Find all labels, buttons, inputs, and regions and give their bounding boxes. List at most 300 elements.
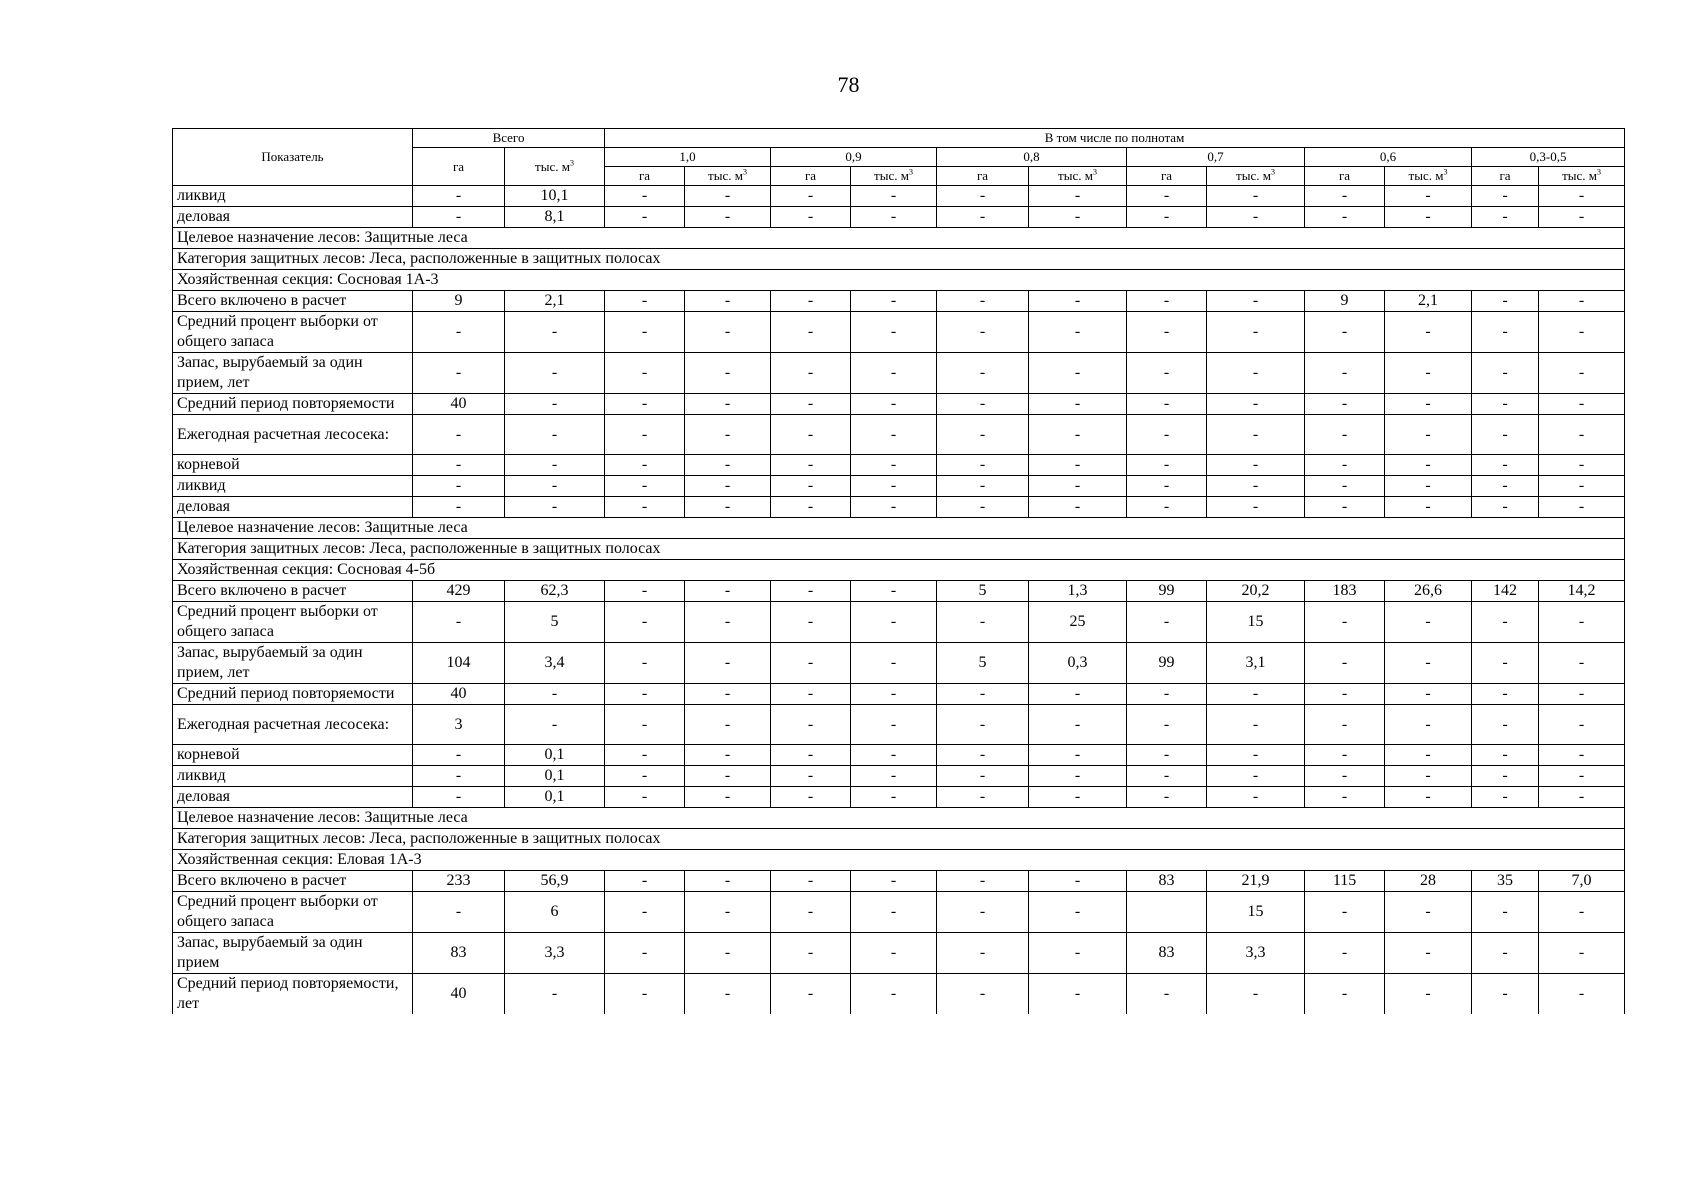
- table-cell: -: [1207, 705, 1305, 745]
- table-cell: -: [771, 974, 851, 1015]
- table-cell: -: [1539, 476, 1625, 497]
- table-cell: -: [1207, 353, 1305, 394]
- header-total-ha: [413, 148, 505, 186]
- table-cell: -: [605, 684, 685, 705]
- table-cell: -: [937, 745, 1029, 766]
- table-cell: -: [1029, 455, 1127, 476]
- table-row: [173, 933, 1625, 974]
- header-density-2-volume: [1029, 167, 1127, 186]
- row-label: корневой: [173, 455, 413, 476]
- table-cell: -: [505, 415, 605, 455]
- table-cell: -: [1305, 933, 1385, 974]
- table-cell: -: [1305, 497, 1385, 518]
- table-row: [173, 312, 1625, 353]
- table-cell: -: [851, 455, 937, 476]
- table-cell: -: [937, 207, 1029, 228]
- table-cell: -: [937, 415, 1029, 455]
- table-cell: -: [505, 705, 605, 745]
- table-cell: -: [1029, 394, 1127, 415]
- table-cell: -: [1385, 476, 1472, 497]
- unit-volume-label: тыс. м: [1408, 168, 1444, 183]
- table-cell: -: [851, 581, 937, 602]
- table-cell: -: [937, 705, 1029, 745]
- table-cell: 7,0: [1539, 871, 1625, 892]
- unit-volume-label: тыс. м: [874, 168, 909, 183]
- table-cell: -: [505, 394, 605, 415]
- row-label: деловая: [173, 207, 413, 228]
- table-cell: 14,2: [1539, 581, 1625, 602]
- page-number: 78: [837, 72, 860, 97]
- section-row: [173, 850, 1625, 871]
- table-cell: -: [1472, 787, 1539, 808]
- table-cell: -: [851, 745, 937, 766]
- table-cell: -: [1385, 684, 1472, 705]
- row-label: Запас, вырубаемый за один прием, лет: [173, 353, 413, 394]
- header-density-3-ha: [1127, 167, 1207, 186]
- table-row: [173, 207, 1625, 228]
- table-cell: -: [771, 186, 851, 207]
- header-density-4-volume: [1385, 167, 1472, 186]
- table-cell: [1127, 892, 1207, 933]
- table-cell: -: [685, 745, 771, 766]
- table-cell: -: [1207, 476, 1305, 497]
- table-cell: -: [1472, 415, 1539, 455]
- section-title: Целевое назначение лесов: Защитные леса: [173, 518, 1625, 539]
- table-cell: -: [1029, 745, 1127, 766]
- table-cell: -: [771, 394, 851, 415]
- table-cell: -: [1472, 186, 1539, 207]
- table-cell: -: [1472, 394, 1539, 415]
- table-cell: -: [1385, 312, 1472, 353]
- table-cell: -: [851, 974, 937, 1015]
- table-cell: -: [1305, 684, 1385, 705]
- table-cell: -: [1029, 892, 1127, 933]
- table-row: [173, 291, 1625, 312]
- table-cell: 26,6: [1385, 581, 1472, 602]
- row-label: Всего включено в расчет: [173, 871, 413, 892]
- table-cell: -: [937, 871, 1029, 892]
- table-row: [173, 643, 1625, 684]
- table-cell: -: [771, 871, 851, 892]
- table-cell: -: [605, 745, 685, 766]
- table-cell: -: [1207, 684, 1305, 705]
- table-row: [173, 892, 1625, 933]
- table-cell: -: [1207, 455, 1305, 476]
- table-cell: -: [851, 476, 937, 497]
- table-cell: 0,1: [505, 766, 605, 787]
- table-cell: -: [851, 312, 937, 353]
- table-cell: -: [1385, 415, 1472, 455]
- table-cell: 429: [413, 581, 505, 602]
- table-cell: -: [937, 186, 1029, 207]
- table-cell: -: [685, 476, 771, 497]
- table-cell: -: [1127, 476, 1207, 497]
- table-cell: -: [1127, 291, 1207, 312]
- table-cell: 99: [1127, 581, 1207, 602]
- table-cell: 0,1: [505, 787, 605, 808]
- table-cell: 0,3: [1029, 643, 1127, 684]
- table-row: [173, 186, 1625, 207]
- table-cell: -: [605, 353, 685, 394]
- table-cell: -: [937, 892, 1029, 933]
- table-cell: -: [1127, 353, 1207, 394]
- table-cell: -: [1305, 353, 1385, 394]
- table-cell: -: [1539, 353, 1625, 394]
- table-cell: -: [1207, 186, 1305, 207]
- table-cell: -: [505, 684, 605, 705]
- table-cell: -: [1539, 705, 1625, 745]
- table-cell: -: [1472, 476, 1539, 497]
- table-cell: -: [851, 497, 937, 518]
- table-cell: -: [1029, 312, 1127, 353]
- table-cell: -: [605, 476, 685, 497]
- table-cell: -: [1207, 745, 1305, 766]
- table-cell: -: [413, 787, 505, 808]
- table-row: [173, 415, 1625, 455]
- section-title: Категория защитных лесов: Леса, расположенные в защитных полосах: [173, 539, 1625, 560]
- table-cell: -: [1385, 892, 1472, 933]
- table-cell: -: [413, 745, 505, 766]
- table-cell: -: [685, 602, 771, 643]
- row-label: деловая: [173, 787, 413, 808]
- table-cell: 3,3: [505, 933, 605, 974]
- table-cell: -: [685, 394, 771, 415]
- header-density-0-ha: [605, 167, 685, 186]
- table-cell: -: [1385, 353, 1472, 394]
- table-cell: -: [413, 186, 505, 207]
- table-cell: 56,9: [505, 871, 605, 892]
- section-title: Категория защитных лесов: Леса, расположенные в защитных полосах: [173, 829, 1625, 850]
- table-cell: -: [771, 497, 851, 518]
- section-row: [173, 270, 1625, 291]
- table-cell: -: [1127, 745, 1207, 766]
- table-cell: -: [851, 871, 937, 892]
- table-cell: -: [605, 497, 685, 518]
- table-cell: -: [685, 705, 771, 745]
- table-cell: -: [605, 207, 685, 228]
- unit-volume-exponent: 3: [1597, 167, 1601, 177]
- section-title: Категория защитных лесов: Леса, расположенные в защитных полосах: [173, 249, 1625, 270]
- table-cell: -: [1127, 766, 1207, 787]
- table-cell: -: [685, 871, 771, 892]
- table-cell: -: [1305, 745, 1385, 766]
- table-cell: -: [771, 455, 851, 476]
- unit-volume-exponent: 3: [1270, 167, 1275, 177]
- table-row: [173, 455, 1625, 476]
- unit-ha-label: га: [976, 168, 989, 183]
- table-cell: -: [1029, 476, 1127, 497]
- table-cell: -: [1305, 476, 1385, 497]
- row-label: Запас, вырубаемый за один прием: [173, 933, 413, 974]
- row-label: Запас, вырубаемый за один прием, лет: [173, 643, 413, 684]
- table-cell: -: [1029, 787, 1127, 808]
- unit-ha-label: га: [452, 158, 465, 174]
- unit-volume-label: тыс. м: [1058, 168, 1093, 183]
- header-indicator: Показатель: [173, 129, 413, 186]
- table-cell: -: [771, 766, 851, 787]
- table-cell: 40: [413, 974, 505, 1015]
- table-cell: -: [685, 787, 771, 808]
- section-row: [173, 829, 1625, 850]
- table-cell: -: [1029, 871, 1127, 892]
- table-cell: -: [851, 602, 937, 643]
- section-row: [173, 518, 1625, 539]
- header-density-1-volume: [851, 167, 937, 186]
- table-cell: -: [505, 312, 605, 353]
- unit-ha-label: га: [1160, 168, 1173, 183]
- table-cell: 3: [413, 705, 505, 745]
- table-cell: -: [1127, 602, 1207, 643]
- table-cell: -: [851, 787, 937, 808]
- table-header: [173, 129, 1625, 186]
- table-cell: -: [685, 892, 771, 933]
- table-cell: -: [771, 415, 851, 455]
- table-cell: -: [1539, 186, 1625, 207]
- table-cell: -: [505, 455, 605, 476]
- table-cell: 3,3: [1207, 933, 1305, 974]
- table-cell: 10,1: [505, 186, 605, 207]
- table-cell: -: [1385, 207, 1472, 228]
- table-cell: -: [1385, 933, 1472, 974]
- table-cell: -: [605, 394, 685, 415]
- forest-stats-table: [172, 128, 1625, 1014]
- table-cell: 115: [1305, 871, 1385, 892]
- table-cell: -: [685, 186, 771, 207]
- table-cell: -: [851, 643, 937, 684]
- table-cell: -: [1472, 892, 1539, 933]
- table-row: [173, 353, 1625, 394]
- table-cell: -: [1539, 455, 1625, 476]
- section-row: [173, 228, 1625, 249]
- table-cell: -: [937, 312, 1029, 353]
- table-cell: 1,3: [1029, 581, 1127, 602]
- table-cell: -: [685, 207, 771, 228]
- table-cell: 142: [1472, 581, 1539, 602]
- table-cell: -: [1029, 497, 1127, 518]
- table-cell: -: [1472, 745, 1539, 766]
- header-density-0: 1,0: [605, 148, 771, 167]
- table-cell: -: [851, 207, 937, 228]
- table-cell: -: [1127, 394, 1207, 415]
- table-row: [173, 581, 1625, 602]
- table-cell: -: [413, 312, 505, 353]
- row-label: Ежегодная расчетная лесосека:: [173, 705, 413, 745]
- table-cell: 15: [1207, 892, 1305, 933]
- table-cell: -: [1207, 787, 1305, 808]
- table-cell: -: [771, 291, 851, 312]
- table-cell: -: [937, 476, 1029, 497]
- row-label: Средний процент выборки от общего запаса: [173, 602, 413, 643]
- table-cell: -: [1029, 933, 1127, 974]
- table-cell: -: [1472, 602, 1539, 643]
- unit-volume-label: тыс. м: [1236, 168, 1271, 183]
- section-title: Хозяйственная секция: Еловая 1А-3: [173, 850, 1625, 871]
- table-row: [173, 684, 1625, 705]
- table-cell: -: [771, 745, 851, 766]
- table-cell: -: [937, 602, 1029, 643]
- table-row: [173, 602, 1625, 643]
- table-cell: -: [771, 643, 851, 684]
- table-cell: -: [1207, 415, 1305, 455]
- table-cell: -: [1127, 497, 1207, 518]
- row-label: ликвид: [173, 186, 413, 207]
- table-cell: 0,1: [505, 745, 605, 766]
- unit-ha-label: га: [638, 168, 651, 183]
- table-cell: -: [605, 455, 685, 476]
- table-cell: 35: [1472, 871, 1539, 892]
- table-cell: 62,3: [505, 581, 605, 602]
- row-label: Средний процент выборки от общего запаса: [173, 312, 413, 353]
- row-label: ликвид: [173, 766, 413, 787]
- table-cell: -: [1127, 455, 1207, 476]
- unit-ha-label: га: [1338, 168, 1351, 183]
- table-cell: -: [1385, 787, 1472, 808]
- table-cell: -: [1029, 684, 1127, 705]
- table-cell: -: [937, 787, 1029, 808]
- table-cell: 83: [1127, 933, 1207, 974]
- row-label: деловая: [173, 497, 413, 518]
- table-cell: 233: [413, 871, 505, 892]
- table-cell: -: [1472, 684, 1539, 705]
- table-cell: -: [413, 207, 505, 228]
- row-label: Всего включено в расчет: [173, 291, 413, 312]
- table-cell: -: [771, 602, 851, 643]
- table-cell: -: [1385, 745, 1472, 766]
- table-cell: -: [1539, 207, 1625, 228]
- table-cell: -: [1305, 415, 1385, 455]
- table-cell: -: [1472, 353, 1539, 394]
- unit-ha-label: га: [804, 168, 817, 183]
- table-cell: -: [505, 497, 605, 518]
- table-cell: -: [1472, 933, 1539, 974]
- table-cell: -: [771, 892, 851, 933]
- table-cell: -: [1207, 207, 1305, 228]
- table-cell: -: [771, 581, 851, 602]
- table-cell: 21,9: [1207, 871, 1305, 892]
- table-cell: -: [685, 581, 771, 602]
- table-cell: -: [505, 476, 605, 497]
- section-title: Хозяйственная секция: Сосновая 4-5б: [173, 560, 1625, 581]
- table-cell: -: [1029, 207, 1127, 228]
- table-cell: -: [937, 291, 1029, 312]
- table-cell: 83: [1127, 871, 1207, 892]
- table-cell: -: [851, 415, 937, 455]
- table-cell: -: [685, 974, 771, 1015]
- table-cell: -: [605, 291, 685, 312]
- table-cell: -: [851, 933, 937, 974]
- table-cell: -: [1029, 705, 1127, 745]
- table-cell: -: [1472, 207, 1539, 228]
- table-cell: 15: [1207, 602, 1305, 643]
- table-cell: -: [771, 684, 851, 705]
- table-row: [173, 705, 1625, 745]
- table-cell: -: [1305, 186, 1385, 207]
- unit-ha-label: га: [1499, 168, 1511, 183]
- table-cell: -: [1305, 643, 1385, 684]
- unit-volume-exponent: 3: [742, 167, 747, 177]
- table-cell: -: [1305, 602, 1385, 643]
- header-density-5: 0,3-0,5: [1472, 148, 1625, 167]
- unit-volume-label: тыс. м: [1562, 168, 1597, 183]
- table-cell: -: [685, 684, 771, 705]
- unit-volume-label: тыс. м: [708, 168, 743, 183]
- table-row: [173, 497, 1625, 518]
- table-cell: 20,2: [1207, 581, 1305, 602]
- table-row: [173, 476, 1625, 497]
- row-label: Средний период повторяемости, лет: [173, 974, 413, 1015]
- table-cell: -: [1305, 705, 1385, 745]
- header-density-4-ha: [1305, 167, 1385, 186]
- table-cell: -: [413, 497, 505, 518]
- table-cell: -: [1539, 974, 1625, 1015]
- table-row: [173, 974, 1625, 1015]
- table-cell: -: [1385, 766, 1472, 787]
- table-cell: -: [851, 353, 937, 394]
- table-cell: 83: [413, 933, 505, 974]
- section-title: Целевое назначение лесов: Защитные леса: [173, 228, 1625, 249]
- table-cell: -: [685, 353, 771, 394]
- table-cell: -: [1539, 394, 1625, 415]
- table-cell: 5: [937, 643, 1029, 684]
- table-cell: -: [1385, 497, 1472, 518]
- table-cell: -: [1539, 643, 1625, 684]
- table-cell: -: [1029, 353, 1127, 394]
- table-cell: -: [413, 476, 505, 497]
- table-cell: -: [1127, 787, 1207, 808]
- header-density-3: 0,7: [1127, 148, 1305, 167]
- table-cell: -: [1539, 892, 1625, 933]
- unit-volume-exponent: 3: [569, 158, 574, 168]
- table-row: [173, 394, 1625, 415]
- table-cell: 5: [505, 602, 605, 643]
- table-cell: -: [1385, 705, 1472, 745]
- table-cell: 183: [1305, 581, 1385, 602]
- table-cell: -: [685, 455, 771, 476]
- header-density-2-ha: [937, 167, 1029, 186]
- table-cell: -: [1207, 312, 1305, 353]
- table-cell: -: [1539, 415, 1625, 455]
- header-density-4: 0,6: [1305, 148, 1472, 167]
- table-cell: -: [771, 207, 851, 228]
- table-cell: -: [1305, 394, 1385, 415]
- table-cell: -: [937, 353, 1029, 394]
- table-cell: -: [937, 766, 1029, 787]
- unit-volume-exponent: 3: [908, 167, 913, 177]
- table-cell: -: [1472, 312, 1539, 353]
- table-cell: -: [413, 415, 505, 455]
- table-cell: -: [1029, 766, 1127, 787]
- table-cell: -: [937, 455, 1029, 476]
- table-cell: -: [1539, 684, 1625, 705]
- table-cell: -: [1385, 394, 1472, 415]
- table-cell: -: [1029, 186, 1127, 207]
- table-cell: 3,1: [1207, 643, 1305, 684]
- table-cell: -: [605, 186, 685, 207]
- table-cell: -: [851, 186, 937, 207]
- table-cell: -: [771, 933, 851, 974]
- table-cell: 28: [1385, 871, 1472, 892]
- table-cell: -: [1539, 602, 1625, 643]
- section-row: [173, 560, 1625, 581]
- table-cell: 3,4: [505, 643, 605, 684]
- table-cell: -: [937, 497, 1029, 518]
- table-cell: -: [1305, 892, 1385, 933]
- table-cell: -: [1207, 766, 1305, 787]
- section-title: Целевое назначение лесов: Защитные леса: [173, 808, 1625, 829]
- table-cell: -: [413, 766, 505, 787]
- unit-volume-label: тыс. м: [535, 158, 570, 174]
- table-row: [173, 787, 1625, 808]
